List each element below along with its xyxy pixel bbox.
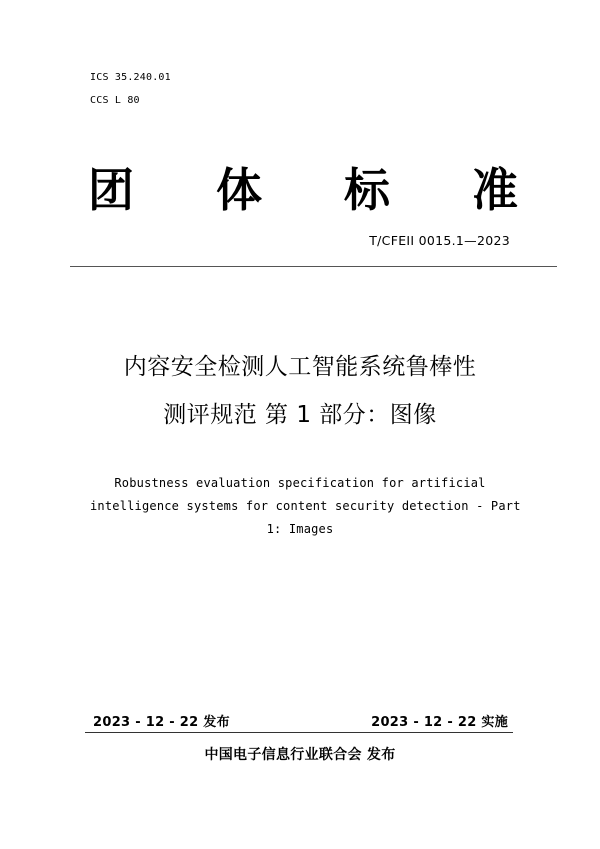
ics-code: ICS 35.240.01	[90, 72, 171, 83]
english-title-line-3: 1: Images	[266, 522, 334, 536]
issuing-organization: 中国电子信息行业联合会 发布	[204, 747, 396, 763]
chinese-title-line-2: 测评规范 第 1 部分：图像	[163, 402, 437, 428]
english-title	[90, 472, 521, 541]
top-divider	[70, 266, 557, 267]
standard-number: T/CFEII 0015.1—2023	[369, 233, 510, 248]
publish-date: 2023 - 12 - 22 发布	[93, 715, 230, 730]
english-title-line-1: Robustness evaluation specification for artificial	[114, 476, 486, 490]
chinese-title-line-1: 内容安全检测人工智能系统鲁棒性	[123, 354, 477, 380]
standard-type-heading	[88, 162, 518, 218]
standard-type-char: 标	[344, 163, 390, 217]
standard-type-char: 准	[472, 163, 518, 217]
standard-type-char: 体	[216, 163, 262, 217]
implementation-date: 2023 - 12 - 22 实施	[371, 715, 508, 730]
ccs-code: CCS L 80	[90, 95, 140, 106]
standard-type-char: 团	[88, 163, 134, 217]
english-title-line-2: intelligence systems for content security detection - Part	[90, 499, 521, 513]
bottom-divider	[85, 732, 513, 733]
